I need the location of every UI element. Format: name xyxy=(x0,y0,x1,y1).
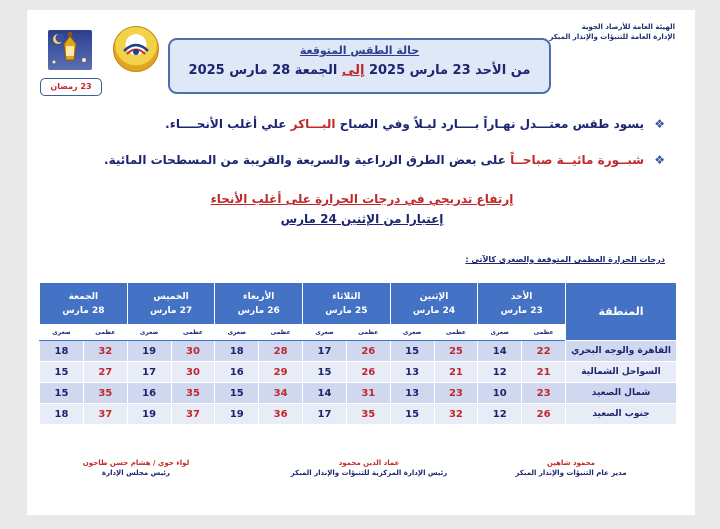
ramadan-lantern-image xyxy=(48,30,92,70)
authority-logo xyxy=(113,26,159,72)
max-temp: 30 xyxy=(171,362,215,383)
max-subheader: عظمى xyxy=(259,325,303,341)
table-row xyxy=(40,404,677,425)
table-caption: درجات الحرارة العظمى المتوقعة والصغرى كالآتى : xyxy=(465,255,665,264)
max-temp: 21 xyxy=(522,362,566,383)
min-temp: 10 xyxy=(478,383,522,404)
day-date: 28 مارس xyxy=(62,305,105,316)
forecast-bullet-2 xyxy=(104,153,665,167)
region-name: شمال الصعيد xyxy=(566,383,677,404)
max-temp: 31 xyxy=(346,383,390,404)
max-subheader: عظمى xyxy=(522,325,566,341)
max-temp: 37 xyxy=(171,404,215,425)
max-temp: 35 xyxy=(346,404,390,425)
max-subheader: عظمى xyxy=(83,325,127,341)
signatory-role: مدير عام التنبؤات والإنذار المبكر xyxy=(515,469,627,477)
bullet-diamond-icon: ❖ xyxy=(654,153,665,167)
max-temp: 32 xyxy=(83,341,127,362)
min-temp: 18 xyxy=(40,404,84,425)
min-subheader: صغرى xyxy=(478,325,522,341)
temperature-trend-date: إعتبارا من الإثنين 24 مارس xyxy=(280,212,444,226)
forecast-title-box xyxy=(168,38,551,94)
max-temp: 23 xyxy=(434,383,478,404)
max-temp: 22 xyxy=(522,341,566,362)
department-name: الإدارة العامة للتنبؤات والإنذار المبكر xyxy=(549,33,675,41)
min-temp: 19 xyxy=(215,404,259,425)
day-name: الثلاثاء xyxy=(332,291,361,302)
min-subheader: صغرى xyxy=(40,325,84,341)
day-name: الأربعاء xyxy=(242,291,275,302)
max-temp: 27 xyxy=(83,362,127,383)
min-subheader: صغرى xyxy=(215,325,259,341)
organization-header xyxy=(549,22,675,42)
forecast-title: حالة الطقس المتوقعة xyxy=(299,44,420,57)
max-temp: 30 xyxy=(171,341,215,362)
day-date: 25 مارس xyxy=(325,305,368,316)
period-start: من الأحد 23 مارس 2025 xyxy=(368,63,531,78)
bullet-text-part2: علي أغلب الأنحــــاء. xyxy=(165,117,287,131)
min-subheader: صغرى xyxy=(390,325,434,341)
max-temp: 21 xyxy=(434,362,478,383)
min-temp: 15 xyxy=(390,404,434,425)
table-row xyxy=(40,341,677,362)
min-temp: 16 xyxy=(127,383,171,404)
period-separator: إلى xyxy=(341,63,365,78)
signatory-role: رئيس الإدارة المركزية للتنبؤات والإنذار المبكر xyxy=(290,469,448,477)
max-subheader: عظمى xyxy=(434,325,478,341)
min-temp: 15 xyxy=(390,341,434,362)
max-temp: 35 xyxy=(83,383,127,404)
day-header xyxy=(390,283,478,325)
forecast-bullet-1 xyxy=(165,117,665,131)
min-temp: 15 xyxy=(40,362,84,383)
region-column-header: المنطقة xyxy=(566,283,677,341)
table-row xyxy=(40,362,677,383)
max-temp: 37 xyxy=(83,404,127,425)
min-temp: 17 xyxy=(303,404,347,425)
table-row xyxy=(40,383,677,404)
max-temp: 26 xyxy=(346,341,390,362)
min-temp: 14 xyxy=(303,383,347,404)
min-subheader: صغرى xyxy=(303,325,347,341)
day-name: الأحد xyxy=(510,291,533,302)
max-temp: 25 xyxy=(434,341,478,362)
signatory-role: رئيس مجلس الإدارة xyxy=(101,469,171,477)
day-name: الجمعة xyxy=(68,291,99,302)
max-temp: 26 xyxy=(346,362,390,383)
max-temp: 28 xyxy=(259,341,303,362)
max-temp: 35 xyxy=(171,383,215,404)
region-name: السواحل الشمالية xyxy=(566,362,677,383)
day-date: 23 مارس xyxy=(500,305,543,316)
day-date: 27 مارس xyxy=(149,305,193,316)
min-temp: 12 xyxy=(478,362,522,383)
signature-chairman xyxy=(51,458,221,478)
organization-name: الهيئة العامة للأرصاد الجوية xyxy=(581,23,675,31)
day-name: الإثنين xyxy=(419,291,449,302)
min-temp: 18 xyxy=(215,341,259,362)
bullet-text-part2: على بعض الطرق الزراعية والسريعة والقريبة من المسطحات المائية. xyxy=(104,153,506,167)
day-date: 24 مارس xyxy=(412,305,456,316)
day-header xyxy=(215,283,303,325)
max-temp: 23 xyxy=(522,383,566,404)
max-temp: 26 xyxy=(522,404,566,425)
min-temp: 17 xyxy=(127,362,171,383)
period-end: الجمعة 28 مارس 2025 xyxy=(188,63,338,78)
max-temp: 32 xyxy=(434,404,478,425)
min-subheader: صغرى xyxy=(127,325,171,341)
temperature-table xyxy=(39,282,677,425)
day-name: الخميس xyxy=(153,291,189,302)
bullet-text-highlight: البـــاكر xyxy=(290,117,336,131)
temperature-trend-note: إرتفاع تدريجي في درجات الحرارة على أغلب الأنحاء xyxy=(210,192,514,206)
max-temp: 29 xyxy=(259,362,303,383)
signatory-name: لواء جوي / هشام حسن طاحون xyxy=(82,459,190,467)
max-temp: 34 xyxy=(259,383,303,404)
min-temp: 13 xyxy=(390,362,434,383)
forecast-period xyxy=(170,63,549,78)
bullet-diamond-icon: ❖ xyxy=(654,117,665,131)
min-temp: 13 xyxy=(390,383,434,404)
min-temp: 17 xyxy=(303,341,347,362)
day-header xyxy=(127,283,215,325)
signatory-name: محمود شاهين xyxy=(546,459,595,467)
signature-central-director xyxy=(249,458,489,478)
bullet-text-part1: يسود طقس معتـــدل نهـاراً بــــارد ليـلاً وفي الصباح xyxy=(339,117,645,131)
forecast-page xyxy=(27,10,695,515)
min-temp: 19 xyxy=(127,404,171,425)
day-header xyxy=(478,283,566,325)
region-name: القاهرة والوجه البحري xyxy=(566,341,677,362)
day-header xyxy=(303,283,391,325)
min-temp: 12 xyxy=(478,404,522,425)
min-temp: 14 xyxy=(478,341,522,362)
region-name: جنوب الصعيد xyxy=(566,404,677,425)
min-temp: 15 xyxy=(40,383,84,404)
ramadan-date-badge: 23 رمضان xyxy=(40,78,102,96)
bullet-text-part1: شبــورة مائيــة صباحــاً xyxy=(510,153,645,167)
day-header xyxy=(40,283,128,325)
max-subheader: عظمى xyxy=(346,325,390,341)
min-temp: 16 xyxy=(215,362,259,383)
max-subheader: عظمى xyxy=(171,325,215,341)
max-temp: 36 xyxy=(259,404,303,425)
signature-forecast-director xyxy=(481,458,661,478)
signatory-name: عماد الدين محمود xyxy=(338,459,400,467)
min-temp: 18 xyxy=(40,341,84,362)
min-temp: 15 xyxy=(215,383,259,404)
day-date: 26 مارس xyxy=(237,305,280,316)
min-temp: 19 xyxy=(127,341,171,362)
min-temp: 15 xyxy=(303,362,347,383)
